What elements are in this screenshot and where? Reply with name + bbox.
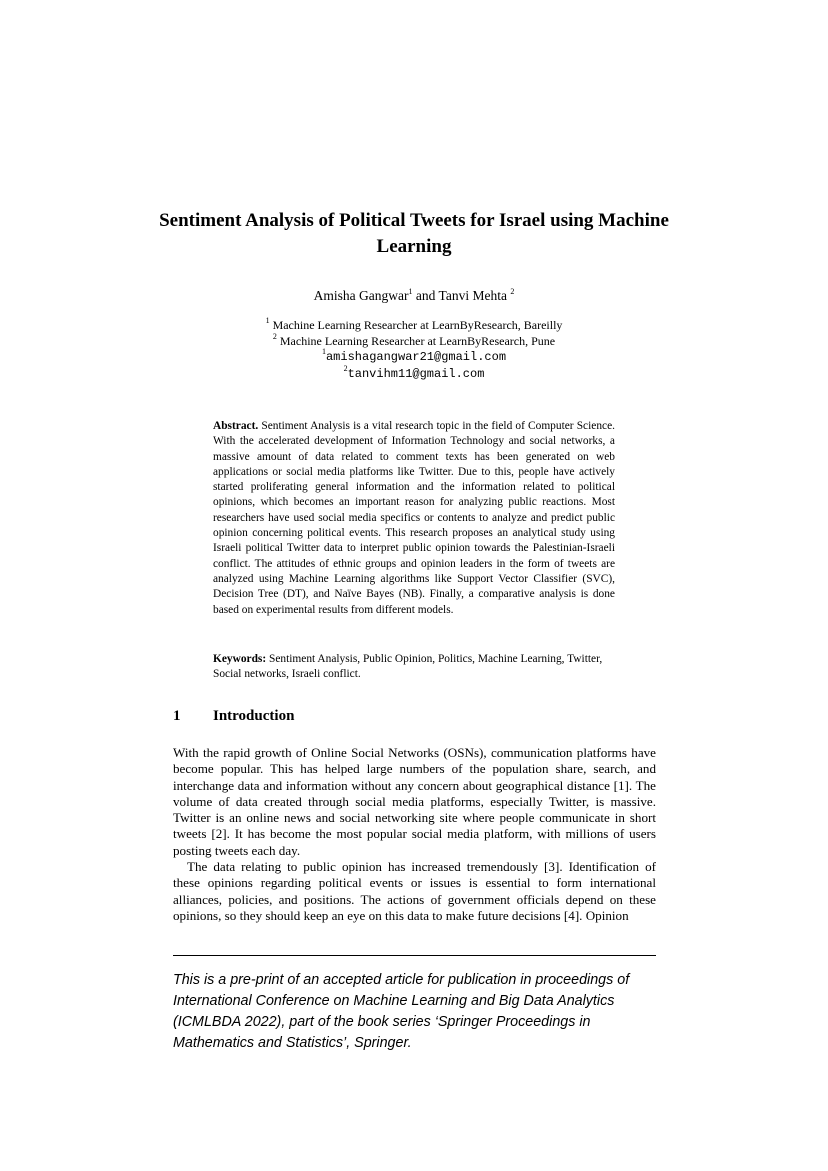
email-line xyxy=(0,349,828,366)
keywords-label: Keywords: xyxy=(213,653,267,665)
section-heading xyxy=(173,708,294,725)
author-line xyxy=(0,288,828,304)
author-superscript: 1 xyxy=(408,286,413,296)
abstract-label: Abstract. xyxy=(213,420,259,432)
abstract xyxy=(213,419,615,618)
paragraph: The data relating to public opinion has increased tremendously [3]. Identification of these opinions regarding political events or issues is essential to form international alliances, policies, and positions. The actions of government officials depend on these opinions, so they should keep an eye on this data to make future decisions [4]. Opinion xyxy=(173,859,656,923)
affiliations xyxy=(0,318,828,382)
keywords-text: Sentiment Analysis, Public Opinion, Politics, Machine Learning, Twitter, Social networks, Israeli conflict. xyxy=(213,653,603,681)
author-superscript: 2 xyxy=(510,286,515,296)
abstract-text: Sentiment Analysis is a vital research topic in the field of Computer Science. With the accelerated development of Information Technology and social networks, a massive amount of data related to comment texts has been generated on web applications or social media platforms like Twitter. Due to this, people have actively started proliferating general information and the information related to political opinions, which becomes an important reason for analyzing public reactions. Most researchers have used social media specifics or contents to analyze and predict public opinion concerning political events. This research proposes an analytical study using Israeli political Twitter data to interpret public opinion towards the Palestinian-Israeli conflict. The attitudes of ethnic groups and opinion leaders in the form of tweets are analyzed using Machine Learning algorithms like Support Vector Classifier (SVC), Decision Tree (DT), and Naïve Bayes (NB). Finally, a comparative analysis is done based on experimental results from different models. xyxy=(213,420,615,616)
body-text xyxy=(173,745,656,924)
email-superscript: 2 xyxy=(343,363,348,373)
affiliation-line xyxy=(0,331,828,350)
keywords xyxy=(213,652,615,683)
paper-title: Sentiment Analysis of Political Tweets for Israel using Machine Learning xyxy=(159,210,669,257)
affiliation-superscript: 2 xyxy=(272,331,277,341)
email-address[interactable]: tanvihm11@gmail.com xyxy=(347,366,485,381)
email-address[interactable]: amishagangwar21@gmail.com xyxy=(325,350,507,364)
author-name: Amisha Gangwar xyxy=(313,288,409,303)
footnote-divider xyxy=(173,955,656,956)
affiliation-text: Machine Learning Researcher at LearnByResearch, Bareilly xyxy=(269,318,563,332)
email-superscript: 1 xyxy=(321,347,326,356)
paragraph: With the rapid growth of Online Social Networks (OSNs), communication platforms have become popular. This has helped large numbers of the population share, search, and interchange data and information without any concern about geographical distance [1]. The volume of data created through social media platforms, especially Twitter, is massive. Twitter is an online news and social networking site where people communicate in short tweets [2]. It has become the most popular social media platform, with millions of users posting tweets each day. xyxy=(173,745,656,858)
section-title: Introduction xyxy=(213,708,295,724)
preprint-note: This is a pre-print of an accepted article for publication in proceedings of International Conference on Machine Learning and Big Data Analytics (ICMLBDA 2022), part of the book series ‘Springer Proceedings in Mathematics and Statistics’, Springer. xyxy=(173,972,630,1051)
affiliation-line xyxy=(0,318,828,334)
affiliation-superscript: 1 xyxy=(265,316,270,325)
author-conjunction: and xyxy=(412,288,439,303)
section-number: 1 xyxy=(173,708,181,724)
affiliation-text: Machine Learning Researcher at LearnByResearch, Pune xyxy=(276,333,556,348)
author-name: Tanvi Mehta xyxy=(438,288,511,303)
email-line xyxy=(0,363,828,383)
